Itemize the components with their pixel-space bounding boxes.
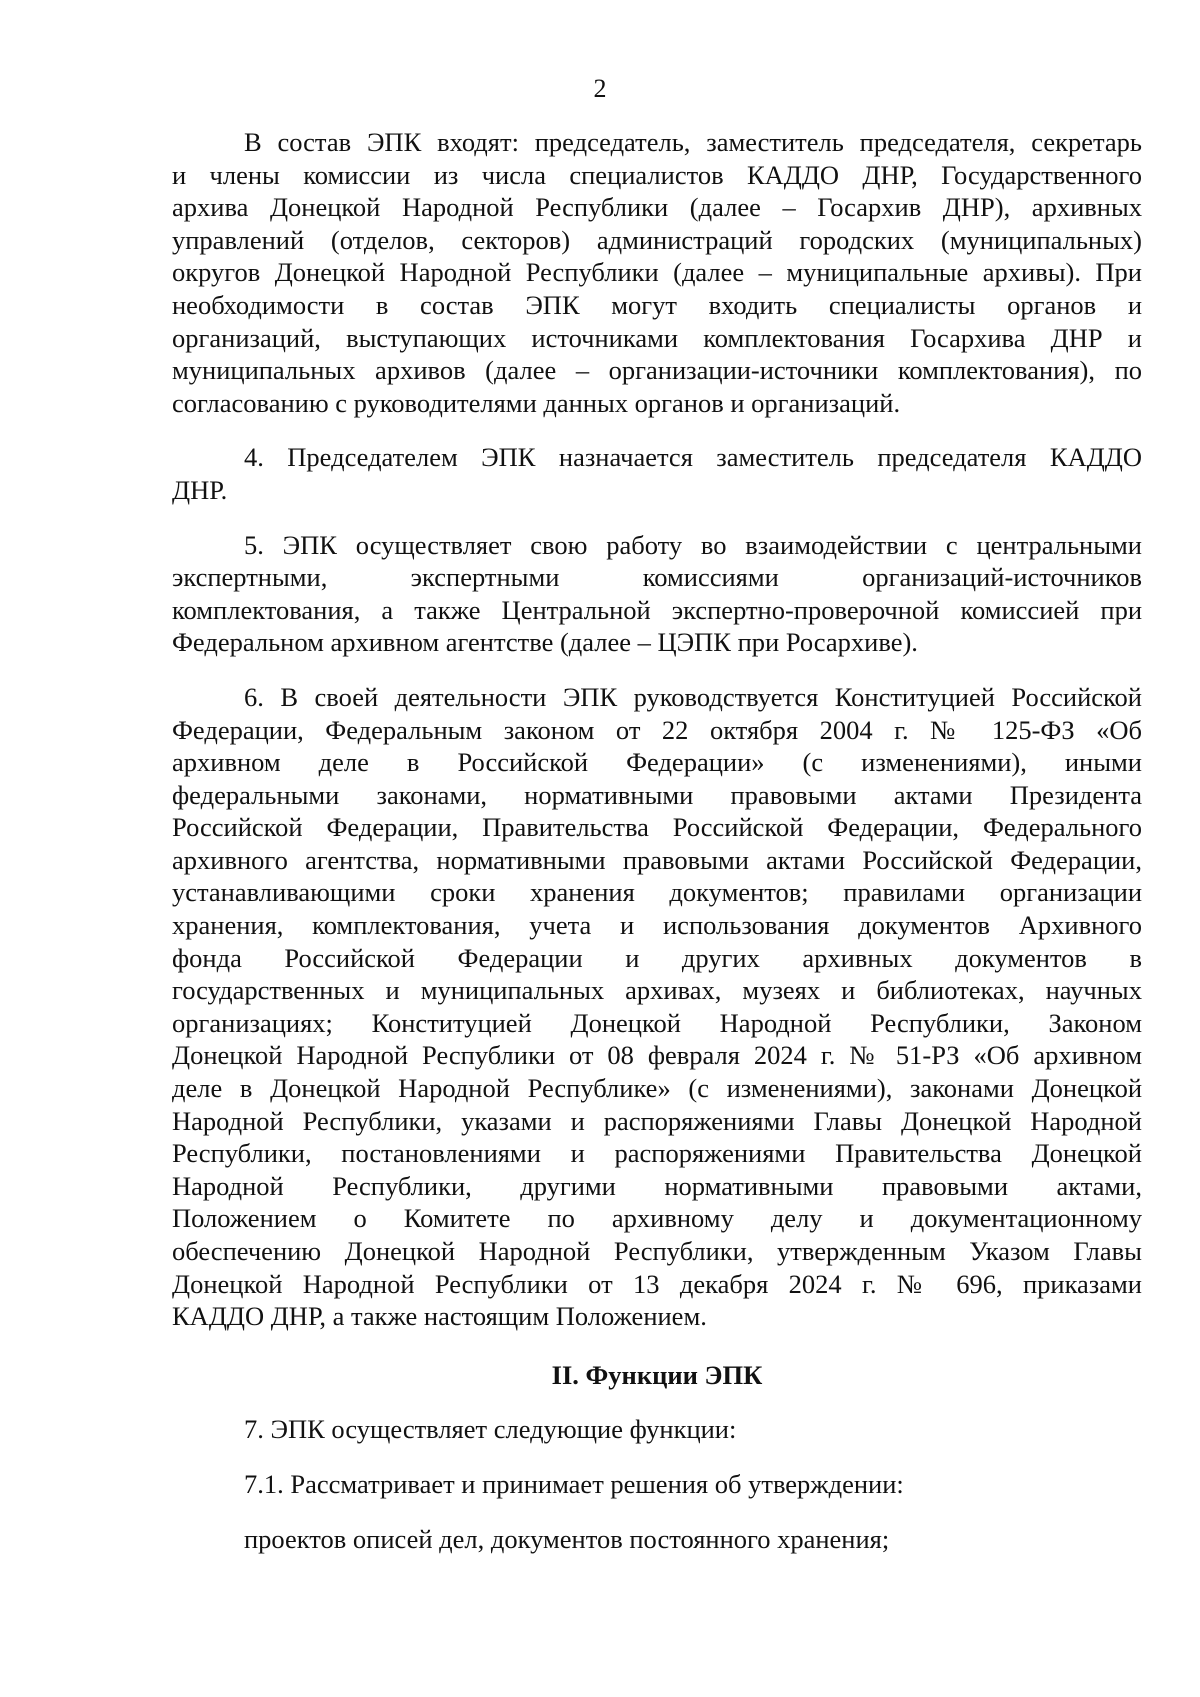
text-line: Федерации, Федеральным законом от 22 октября 2004 г. № 125-ФЗ «Об	[172, 714, 1142, 745]
text-line: Народной Республики, указами и распоряжениями Главы Донецкой Народной	[172, 1105, 1142, 1136]
text-line: округов Донецкой Народной Республики (далее – муниципальные архивы). При	[172, 257, 1142, 288]
text-line: Российской Федерации, Правительства Российской Федерации, Федерального	[172, 812, 1142, 843]
text-line: КАДДО ДНР, а также настоящим Положением.	[172, 1301, 707, 1332]
text-line: устанавливающими сроки хранения документов; правилами организации	[172, 877, 1142, 908]
text-line: хранения, комплектования, учета и использования документов Архивного	[172, 910, 1142, 941]
item-7-1: 7.1. Рассматривает и принимает решения об утверждении:	[244, 1468, 904, 1499]
text-line: Донецкой Народной Республики от 13 декабря 2024 г. № 696, приказами	[172, 1268, 1142, 1299]
text-line: и члены комиссии из числа специалистов КАДДО ДНР, Государственного	[172, 159, 1142, 190]
text-line: архива Донецкой Народной Республики (далее – Госархив ДНР), архивных	[172, 192, 1142, 223]
text-line: экспертными, экспертными комиссиями организаций-источников	[172, 562, 1142, 593]
paragraph-gap	[172, 507, 1142, 529]
text-line: Положением о Комитете по архивному делу и документационному	[172, 1203, 1142, 1234]
paragraph-gap	[172, 1391, 1142, 1413]
text-line: 4. Председателем ЭПК назначается заместитель председателя КАДДО	[244, 442, 1142, 473]
text-line: согласованию с руководителями данных органов и организаций.	[172, 387, 901, 418]
text-line: комплектования, а также Центральной экспертно-проверочной комиссией при	[172, 594, 1142, 625]
paragraph-item-4	[172, 441, 1142, 506]
text-line: организаций, выступающих источниками комплектования Госархива ДНР и	[172, 322, 1142, 353]
text-line: Федеральном архивном агентстве (далее – ЦЭПК при Росархиве).	[172, 627, 918, 658]
paragraph-gap	[172, 1333, 1142, 1359]
paragraph-gap	[172, 1501, 1142, 1523]
text-line: 6. В своей деятельности ЭПК руководствуется Конституцией Российской	[244, 681, 1142, 712]
paragraph-gap	[172, 1446, 1142, 1468]
text-line: архивного агентства, нормативными правовыми актами Российской Федерации,	[172, 844, 1142, 875]
paragraph-item-6	[172, 681, 1142, 1333]
item-7-1-subitem: проектов описей дел, документов постоянного хранения;	[244, 1523, 890, 1554]
text-line: организациях; Конституцией Донецкой Народной Республики, Законом	[172, 1007, 1142, 1038]
text-line: государственных и муниципальных архивах, музеях и библиотеках, научных	[172, 975, 1142, 1006]
text-line: управлений (отделов, секторов) администраций городских (муниципальных)	[172, 224, 1142, 255]
page-number: 2	[593, 74, 607, 103]
text-line: деле в Донецкой Народной Республике» (с изменениями), законами Донецкой	[172, 1073, 1142, 1104]
text-line: муниципальных архивов (далее – организации-источники комплектования), по	[172, 355, 1142, 386]
text-line: В состав ЭПК входят: председатель, заместитель председателя, секретарь	[244, 127, 1142, 157]
text-line: Республики, постановлениями и распоряжениями Правительства Донецкой	[172, 1138, 1142, 1169]
text-line: Народной Республики, другими нормативными правовыми актами,	[172, 1170, 1142, 1201]
section-heading: II. Функции ЭПК	[551, 1359, 763, 1390]
document-body	[172, 126, 1142, 1555]
paragraph-item-5	[172, 529, 1142, 659]
text-line: фонда Российской Федерации и других архивных документов в	[172, 942, 1142, 973]
text-line: Донецкой Народной Республики от 08 февраля 2024 г. № 51-РЗ «Об архивном	[172, 1040, 1142, 1071]
text-line: обеспечению Донецкой Народной Республики, утвержденным Указом Главы	[172, 1236, 1142, 1266]
paragraph-composition	[172, 126, 1142, 419]
text-line: 5. ЭПК осуществляет свою работу во взаимодействии с центральными	[244, 529, 1142, 560]
item-7: 7. ЭПК осуществляет следующие функции:	[244, 1414, 737, 1445]
text-line: необходимости в состав ЭПК могут входить специалисты органов и	[172, 289, 1142, 320]
text-line: архивном деле в Российской Федерации» (с изменениями), иными	[172, 747, 1142, 778]
text-line: федеральными законами, нормативными правовыми актами Президента	[172, 779, 1142, 810]
paragraph-gap	[172, 659, 1142, 681]
paragraph-gap	[172, 419, 1142, 441]
text-line: ДНР.	[172, 474, 228, 505]
